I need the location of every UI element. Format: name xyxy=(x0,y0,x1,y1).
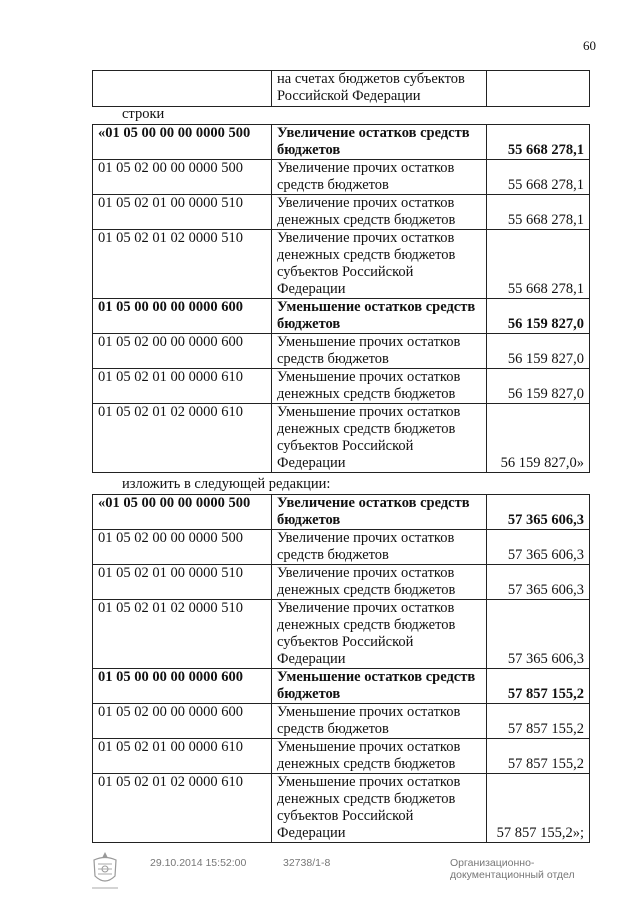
description-cell: на счетах бюджетов субъектов Российской Федерации xyxy=(272,71,487,107)
table-row xyxy=(93,704,590,739)
code-cell: 01 05 02 00 00 0000 500 xyxy=(93,530,272,565)
code-cell: 01 05 00 00 00 0000 600 xyxy=(93,299,272,334)
code-cell: 01 05 02 01 02 0000 610 xyxy=(93,404,272,473)
amount-cell: 55 668 278,1 xyxy=(487,195,590,230)
description-cell: Уменьшение прочих остатков денежных средств бюджетов субъектов Российской Федерации xyxy=(272,404,487,473)
description-cell: Уменьшение остатков средств бюджетов xyxy=(272,299,487,334)
table-row xyxy=(93,369,590,404)
amount-cell: 56 159 827,0» xyxy=(487,404,590,473)
amount-cell: 57 365 606,3 xyxy=(487,530,590,565)
description-cell: Уменьшение прочих остатков денежных средств бюджетов xyxy=(272,739,487,774)
description-cell: Увеличение прочих остатков денежных средств бюджетов субъектов Российской Федерации xyxy=(272,230,487,299)
amount-cell: 56 159 827,0 xyxy=(487,334,590,369)
code-cell: 01 05 02 01 00 0000 610 xyxy=(93,739,272,774)
table-row xyxy=(93,230,590,299)
old-lines-table xyxy=(92,124,590,473)
amount-cell: 57 857 155,2 xyxy=(487,669,590,704)
amount-cell: 55 668 278,1 xyxy=(487,125,590,160)
code-cell: 01 05 02 01 00 0000 610 xyxy=(93,369,272,404)
table-row xyxy=(93,125,590,160)
footer-department: Организационно-документационный отдел xyxy=(450,857,575,881)
amount-cell: 57 365 606,3 xyxy=(487,600,590,669)
code-cell xyxy=(93,71,272,107)
code-cell: 01 05 02 00 00 0000 500 xyxy=(93,160,272,195)
label-stroki: строки xyxy=(122,106,165,122)
table-row xyxy=(93,495,590,530)
code-cell: 01 05 02 01 00 0000 510 xyxy=(93,195,272,230)
table-row xyxy=(93,565,590,600)
code-cell: 01 05 02 01 02 0000 510 xyxy=(93,600,272,669)
description-cell: Увеличение прочих остатков средств бюджетов xyxy=(272,160,487,195)
table-row xyxy=(93,739,590,774)
amount-cell: 57 857 155,2»; xyxy=(487,774,590,843)
table-row xyxy=(93,774,590,843)
amount-cell: 55 668 278,1 xyxy=(487,160,590,195)
footer-date: 29.10.2014 15:52:00 xyxy=(150,857,247,869)
amount-cell: 56 159 827,0 xyxy=(487,369,590,404)
code-cell: «01 05 00 00 00 0000 500 xyxy=(93,125,272,160)
table-row xyxy=(93,71,590,107)
new-edition-table xyxy=(92,494,590,843)
code-cell: 01 05 02 01 00 0000 510 xyxy=(93,565,272,600)
amount-cell: 57 857 155,2 xyxy=(487,704,590,739)
description-cell: Увеличение остатков средств бюджетов xyxy=(272,125,487,160)
table-row xyxy=(93,600,590,669)
table-row xyxy=(93,530,590,565)
description-cell: Уменьшение остатков средств бюджетов xyxy=(272,669,487,704)
description-cell: Увеличение прочих остатков средств бюджетов xyxy=(272,530,487,565)
amount-cell: 57 857 155,2 xyxy=(487,739,590,774)
table-row xyxy=(93,334,590,369)
description-cell: Уменьшение прочих остатков денежных средств бюджетов xyxy=(272,369,487,404)
continued-table xyxy=(92,70,590,107)
description-cell: Уменьшение прочих остатков средств бюджетов xyxy=(272,334,487,369)
description-cell: Уменьшение прочих остатков денежных средств бюджетов субъектов Российской Федерации xyxy=(272,774,487,843)
code-cell: 01 05 02 00 00 0000 600 xyxy=(93,704,272,739)
coat-of-arms-emblem xyxy=(88,850,122,892)
page-number: 60 xyxy=(583,38,596,53)
description-cell: Увеличение остатков средств бюджетов xyxy=(272,495,487,530)
description-cell: Увеличение прочих остатков денежных средств бюджетов xyxy=(272,565,487,600)
amount-cell: 55 668 278,1 xyxy=(487,230,590,299)
table-row xyxy=(93,669,590,704)
code-cell: 01 05 02 00 00 0000 600 xyxy=(93,334,272,369)
description-cell: Уменьшение прочих остатков средств бюджетов xyxy=(272,704,487,739)
amount-cell: 56 159 827,0 xyxy=(487,299,590,334)
amount-cell xyxy=(487,71,590,107)
table-row xyxy=(93,299,590,334)
code-cell: 01 05 00 00 00 0000 600 xyxy=(93,669,272,704)
description-cell: Увеличение прочих остатков денежных средств бюджетов xyxy=(272,195,487,230)
code-cell: «01 05 00 00 00 0000 500 xyxy=(93,495,272,530)
footer-doc-number: 32738/1-8 xyxy=(283,857,331,869)
amount-cell: 57 365 606,3 xyxy=(487,495,590,530)
code-cell: 01 05 02 01 02 0000 610 xyxy=(93,774,272,843)
table-row xyxy=(93,160,590,195)
label-new-edition: изложить в следующей редакции: xyxy=(122,476,331,492)
table-row xyxy=(93,404,590,473)
code-cell: 01 05 02 01 02 0000 510 xyxy=(93,230,272,299)
table-row xyxy=(93,195,590,230)
description-cell: Увеличение прочих остатков денежных средств бюджетов субъектов Российской Федерации xyxy=(272,600,487,669)
amount-cell: 57 365 606,3 xyxy=(487,565,590,600)
